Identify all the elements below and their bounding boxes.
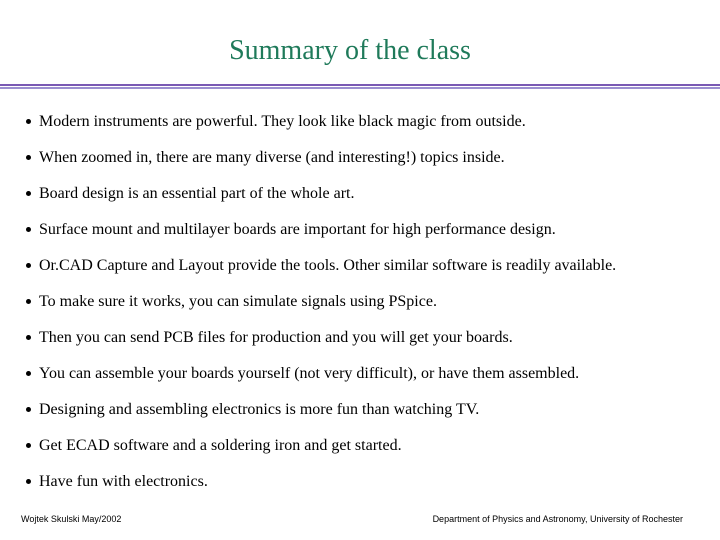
footer-author: Wojtek Skulski May/2002 [21, 514, 122, 524]
bullet-text: Or.CAD Capture and Layout provide the tools. Other similar software is readily available. [39, 257, 617, 274]
bullet-dot-icon [26, 479, 31, 484]
bullet-dot-icon [26, 191, 31, 196]
bullet-item [0, 464, 720, 500]
title-divider-top-line [0, 84, 720, 86]
bullet-text: Surface mount and multilayer boards are important for high performance design. [39, 221, 556, 238]
title-divider-bottom-line [0, 87, 720, 89]
bullet-dot-icon [26, 299, 31, 304]
slide-title: Summary of the class [229, 35, 471, 66]
bullet-dot-icon [26, 335, 31, 340]
bullet-dot-icon [26, 119, 31, 124]
bullet-item [0, 104, 720, 140]
bullet-item [0, 392, 720, 428]
bullet-item [0, 212, 720, 248]
footer-affiliation: Department of Physics and Astronomy, University of Rochester [432, 514, 683, 524]
bullet-dot-icon [26, 371, 31, 376]
bullet-item [0, 428, 720, 464]
bullet-text: Get ECAD software and a soldering iron and get started. [39, 437, 402, 454]
bullet-dot-icon [26, 227, 31, 232]
bullet-text: You can assemble your boards yourself (not very difficult), or have them assembled. [39, 365, 580, 382]
bullet-text: Have fun with electronics. [39, 473, 208, 490]
bullet-text: Designing and assembling electronics is more fun than watching TV. [39, 401, 480, 418]
bullet-item [0, 284, 720, 320]
bullet-text: When zoomed in, there are many diverse (and interesting!) topics inside. [39, 149, 505, 166]
bullet-dot-icon [26, 443, 31, 448]
bullet-item [0, 356, 720, 392]
title-divider [0, 84, 720, 90]
bullet-text: Modern instruments are powerful. They look like black magic from outside. [39, 113, 526, 130]
bullet-text: Board design is an essential part of the whole art. [39, 185, 355, 202]
bullet-dot-icon [26, 263, 31, 268]
bullet-text: Then you can send PCB files for production and you will get your boards. [39, 329, 513, 346]
bullet-text: To make sure it works, you can simulate signals using PSpice. [39, 293, 437, 310]
bullet-dot-icon [26, 407, 31, 412]
bullet-item [0, 176, 720, 212]
bullet-list [0, 104, 720, 500]
bullet-item [0, 140, 720, 176]
bullet-dot-icon [26, 155, 31, 160]
bullet-item [0, 320, 720, 356]
bullet-item [0, 248, 720, 284]
